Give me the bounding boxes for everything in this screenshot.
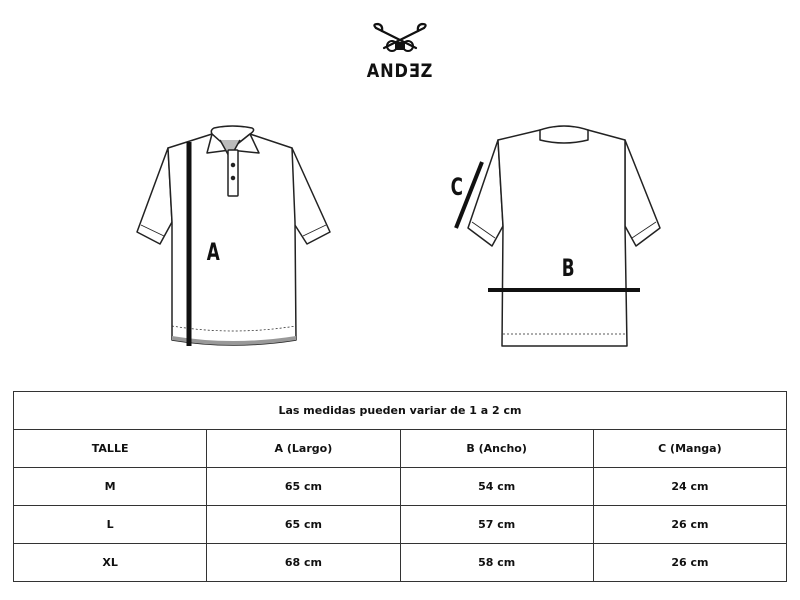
cell-c: 26 cm xyxy=(593,544,786,582)
front-shirt-drawing xyxy=(137,126,330,345)
label-b: B xyxy=(561,254,575,282)
cell-c: 26 cm xyxy=(593,506,786,544)
table-row xyxy=(14,468,787,506)
cell-size: XL xyxy=(14,544,207,582)
cell-b: 54 cm xyxy=(400,468,593,506)
back-shirt-drawing xyxy=(468,126,660,346)
table-note-row xyxy=(14,392,787,430)
table-note: Las medidas pueden variar de 1 a 2 cm xyxy=(14,392,787,430)
table-header-row xyxy=(14,430,787,468)
header-a-largo: A (Largo) xyxy=(207,430,400,468)
label-a: A xyxy=(206,238,220,266)
cell-a: 65 cm xyxy=(207,506,400,544)
cell-size: L xyxy=(14,506,207,544)
cell-a: 65 cm xyxy=(207,468,400,506)
cell-b: 58 cm xyxy=(400,544,593,582)
label-c: C xyxy=(450,173,463,201)
brand-name: ANDƎZ xyxy=(366,60,434,82)
size-table xyxy=(13,391,787,582)
cell-a: 68 cm xyxy=(207,544,400,582)
table-row xyxy=(14,506,787,544)
table-row xyxy=(14,544,787,582)
cell-size: M xyxy=(14,468,207,506)
cell-c: 24 cm xyxy=(593,468,786,506)
header-b-ancho: B (Ancho) xyxy=(400,430,593,468)
header-c-manga: C (Manga) xyxy=(593,430,786,468)
cell-b: 57 cm xyxy=(400,506,593,544)
header-talle: TALLE xyxy=(14,430,207,468)
